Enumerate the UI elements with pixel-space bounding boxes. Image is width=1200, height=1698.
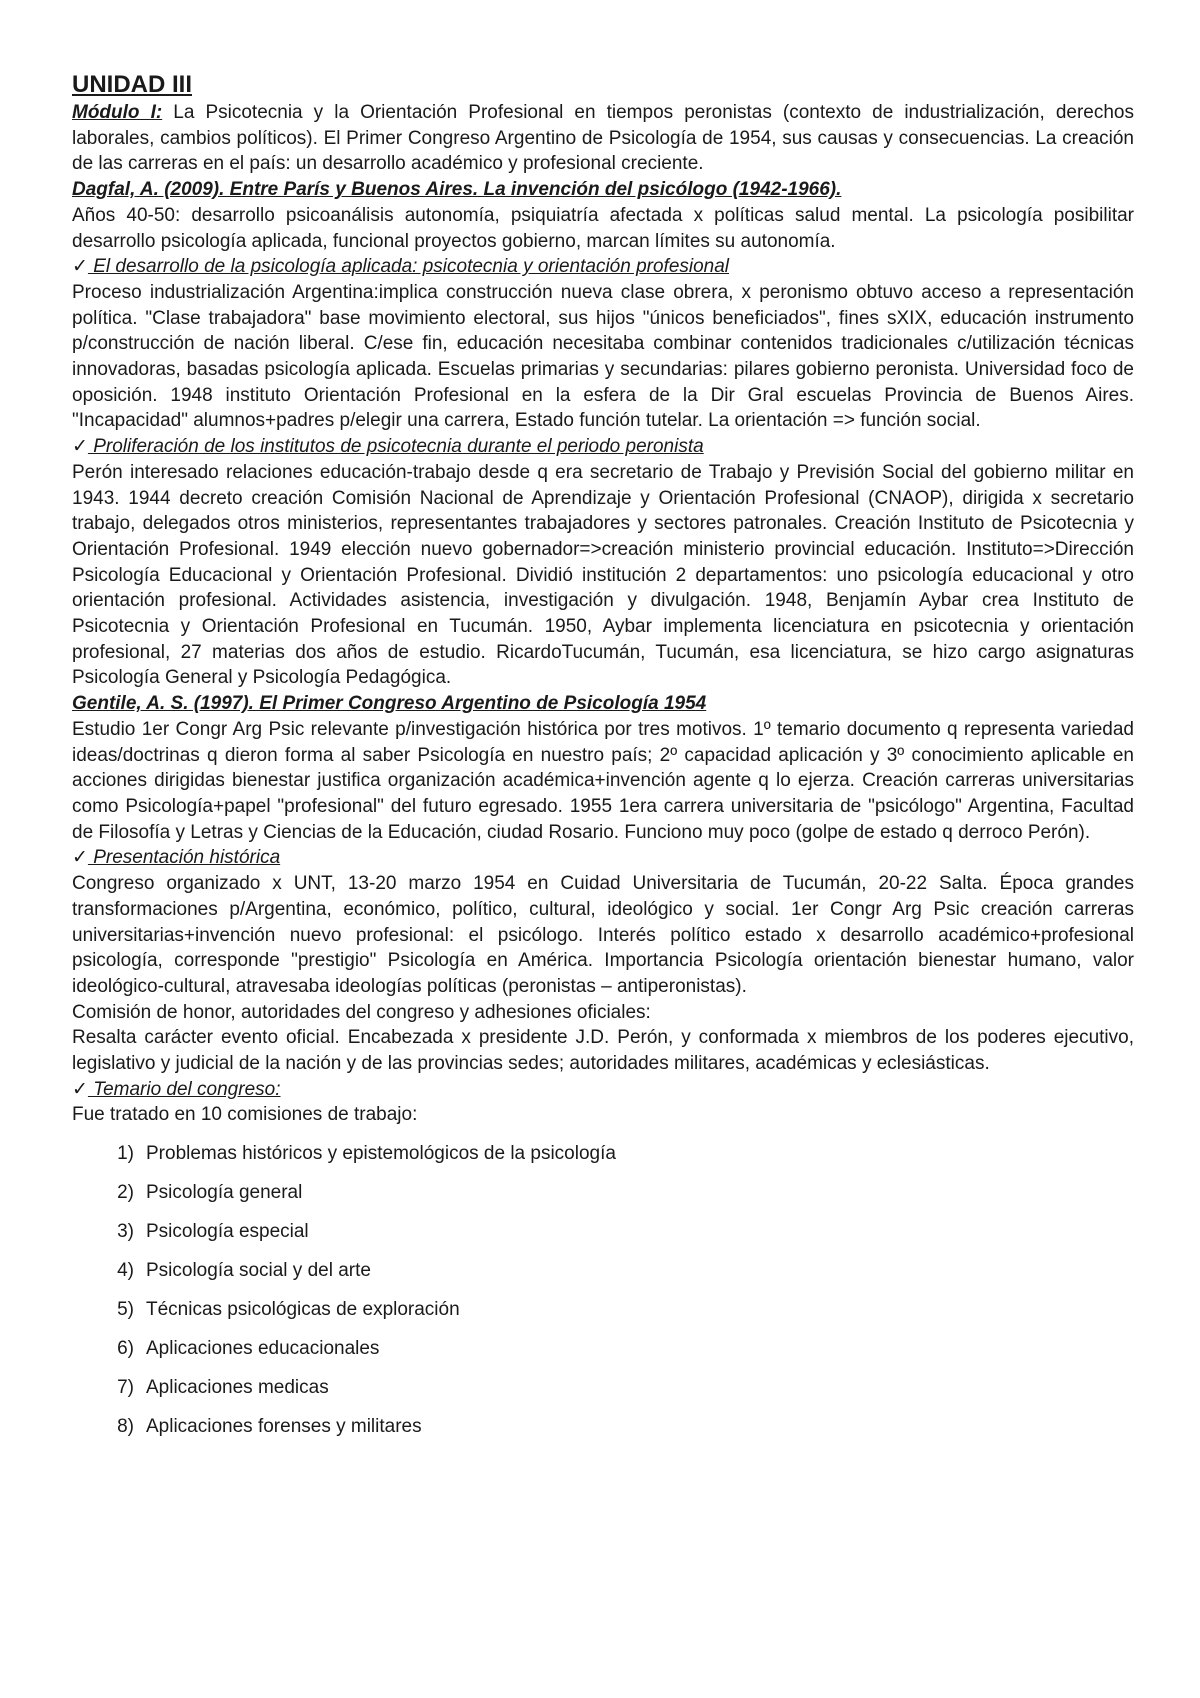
list-number: 2) bbox=[117, 1181, 134, 1203]
list-number: 3) bbox=[117, 1220, 134, 1242]
list-item bbox=[72, 1368, 1134, 1407]
honor-paragraph: Resalta carácter evento oficial. Encabezada x presidente J.D. Perón, y conformada x miembros de los poderes ejecutivo, legislativo y judicial de la nación y de las provincias sedes; autoridades militares, académicas y eclesiásticas. bbox=[72, 1027, 1134, 1075]
subheading-text: Presentación histórica bbox=[87, 847, 281, 869]
list-number: 4) bbox=[117, 1259, 134, 1281]
list-text: Técnicas psicológicas de exploración bbox=[146, 1298, 460, 1320]
paragraph-psicologia-aplicada: Proceso industrialización Argentina:implica construcción nueva clase obrera, x peronismo obtuvo acceso a representación política. "Clase trabajadora" base movimiento electoral, sus hijos "únicos beneficiados", fines sXIX, educación instrumento p/construcción de nación liberal. C/ese fin, educación necesitaba combinar contenidos tradicionales c/utilización técnicas innovadoras, basadas psicología aplicada. Escuelas primarias y secundarias: pilares gobierno peronista. Universidad foco de oposición. 1948 instituto Orientación Profesional en la esfera de la Dir Gral escuelas Provincia de Buenos Aires. "Incapacidad" alumnos+padres p/elegir una carrera, Estado función tutelar. La orientación => función social. bbox=[72, 281, 1134, 432]
list-number: 8) bbox=[117, 1415, 134, 1437]
subheading-text: El desarrollo de la psicología aplicada: psicotecnia y orientación profesional bbox=[87, 256, 730, 278]
subheading-text: Temario del congreso: bbox=[87, 1078, 281, 1100]
topic-list bbox=[72, 1134, 1134, 1446]
list-number: 5) bbox=[117, 1298, 134, 1320]
list-text: Problemas históricos y epistemológicos de la psicología bbox=[146, 1142, 616, 1164]
list-number: 6) bbox=[117, 1337, 134, 1359]
list-text: Aplicaciones forenses y militares bbox=[146, 1415, 422, 1437]
paragraph-presentacion: Congreso organizado x UNT, 13-20 marzo 1954 en Cuidad Universitaria de Tucumán, 20-22 Salta. Época grandes transformaciones p/Argentina, económico, político, cultural, ideológico y social. 1er Congr Arg Psic creación carreras universitarias+invención nuevo profesional: el psicólogo. Interés político estado x desarrollo académico+profesional psicología, corresponde "prestigio" Psicología en América. Importancia Psicología orientación bienestar humano, valor ideológico-cultural, atravesaba ideologías políticas (peronistas – antiperonistas). bbox=[72, 873, 1134, 997]
list-number: 7) bbox=[117, 1376, 134, 1398]
list-text: Aplicaciones medicas bbox=[146, 1376, 329, 1398]
checkmark-icon: ✓ bbox=[72, 256, 88, 278]
subheading-presentacion bbox=[72, 845, 1134, 871]
dagfal-intro: Años 40-50: desarrollo psicoanálisis autonomía, psiquiatría afectada x políticas salud mental. La psicología posibilitar desarrollo psicología aplicada, funcional proyectos gobierno, marcan límites su autonomía. bbox=[72, 204, 1134, 252]
subheading-temario bbox=[72, 1077, 1134, 1103]
checkmark-icon: ✓ bbox=[72, 436, 88, 458]
subheading-proliferacion bbox=[72, 434, 1134, 460]
list-number: 1) bbox=[117, 1142, 134, 1164]
modulo-paragraph bbox=[72, 100, 1134, 177]
list-text: Aplicaciones educacionales bbox=[146, 1337, 380, 1359]
subheading-text: Proliferación de los institutos de psicotecnia durante el periodo peronista bbox=[87, 436, 704, 458]
document-page bbox=[72, 70, 1134, 1446]
temario-intro: Fue tratado en 10 comisiones de trabajo: bbox=[72, 1104, 418, 1126]
list-text: Psicología social y del arte bbox=[146, 1259, 371, 1281]
reference-heading-dagfal: Dagfal, A. (2009). Entre París y Buenos Aires. La invención del psicólogo (1942-1966). bbox=[72, 179, 842, 201]
modulo-label: Módulo I: bbox=[72, 102, 163, 123]
list-item bbox=[72, 1407, 1134, 1446]
reference-heading-gentile: Gentile, A. S. (1997). El Primer Congreso Argentino de Psicología 1954 bbox=[72, 693, 707, 715]
subheading-psicologia-aplicada bbox=[72, 254, 1134, 280]
paragraph-proliferacion: Perón interesado relaciones educación-trabajo desde q era secretario de Trabajo y Previsión Social del gobierno militar en 1943. 1944 decreto creación Comisión Nacional de Aprendizaje y Orientación Profesional (CNAOP), dirigida x secretario trabajo, delegados otros ministerios, representantes trabajadores y sectores patronales. Creación Instituto de Psicotecnia y Orientación Profesional. 1949 elección nuevo gobernador=>creación ministerio provincial educación. Instituto=>Dirección Psicología Educacional y Orientación Profesional. Dividió institución 2 departamentos: uno psicología educacional y otro orientación profesional. Actividades asistencia, investigación y divulgación. 1948, Benjamín Aybar crea Instituto de Psicotecnia y Orientación Profesional en Tucumán. 1950, Aybar implementa licenciatura en psicotecnia y orientación profesional, 27 materias dos años de estudio. RicardoTucumán, Tucumán, esa licenciatura, se hizo cargo asignaturas Psicología General y Psicología Pedagógica. bbox=[72, 461, 1134, 689]
list-item bbox=[72, 1173, 1134, 1212]
unit-title: UNIDAD III bbox=[72, 71, 192, 98]
list-item bbox=[72, 1290, 1134, 1329]
list-item bbox=[72, 1329, 1134, 1368]
list-item bbox=[72, 1251, 1134, 1290]
checkmark-icon: ✓ bbox=[72, 847, 88, 869]
list-item bbox=[72, 1134, 1134, 1173]
list-text: Psicología especial bbox=[146, 1220, 309, 1242]
list-text: Psicología general bbox=[146, 1181, 303, 1203]
modulo-text: La Psicotecnia y la Orientación Profesional en tiempos peronistas (contexto de industrialización, derechos laborales, cambios políticos). El Primer Congreso Argentino de Psicología de 1954, sus causas y consecuencias. La creación de las carreras en el país: un desarrollo académico y profesional creciente. bbox=[72, 102, 1135, 175]
gentile-intro: Estudio 1er Congr Arg Psic relevante p/investigación histórica por tres motivos. 1º temario documento q representa variedad ideas/doctrinas q dieron forma al saber Psicología en nuestro país; 2º capacidad aplicación y 3º conocimiento aplicable en acciones dirigidas bienestar justifica organización académica+invención agente q lo ejerza. Creación carreras universitarias como Psicología+papel "profesional" del futuro egresado. 1955 1era carrera universitaria de "psicólogo" Argentina, Facultad de Filosofía y Letras y Ciencias de la Educación, ciudad Rosario. Funciono muy poco (golpe de estado q derroco Perón). bbox=[72, 718, 1134, 843]
list-item bbox=[72, 1212, 1134, 1251]
checkmark-icon: ✓ bbox=[72, 1078, 88, 1100]
honor-heading: Comisión de honor, autoridades del congreso y adhesiones oficiales: bbox=[72, 1001, 651, 1023]
